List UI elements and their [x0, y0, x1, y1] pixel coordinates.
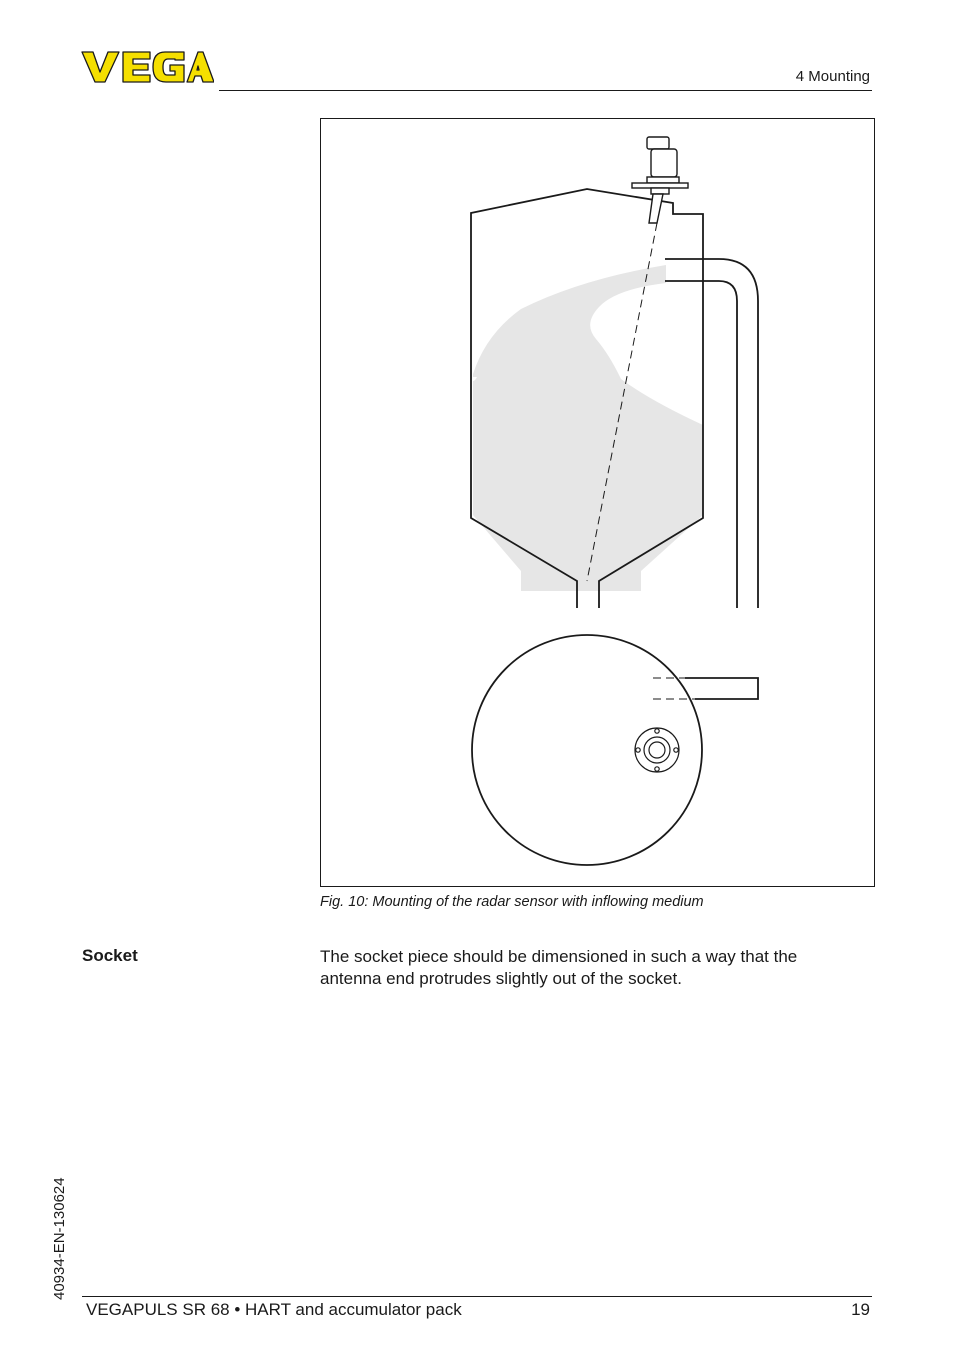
inflowing-medium	[473, 265, 703, 591]
footer-rule	[82, 1296, 872, 1297]
inflow-pipe-top-view	[685, 678, 758, 699]
sensor-flange-top-view	[635, 728, 679, 772]
body-paragraph	[320, 946, 860, 990]
page-number: 19	[851, 1300, 870, 1319]
footer-title: VEGAPULS SR 68 • HART and accumulator pack	[86, 1300, 462, 1319]
figure-caption: Fig. 10: Mounting of the radar sensor with inflowing medium	[320, 894, 704, 910]
document-id: 40934-EN-130624	[51, 1177, 68, 1300]
mounting-diagram	[321, 119, 874, 886]
radar-sensor	[632, 137, 688, 223]
vega-logo	[80, 50, 214, 84]
header-rule	[219, 90, 872, 91]
figure-frame	[320, 118, 875, 887]
section-title: 4 Mounting	[795, 68, 870, 85]
side-heading: Socket	[82, 946, 138, 965]
paragraph-text: The socket piece should be dimensioned in such a way that the antenna end protrudes slightly out of the socket.	[320, 947, 798, 988]
